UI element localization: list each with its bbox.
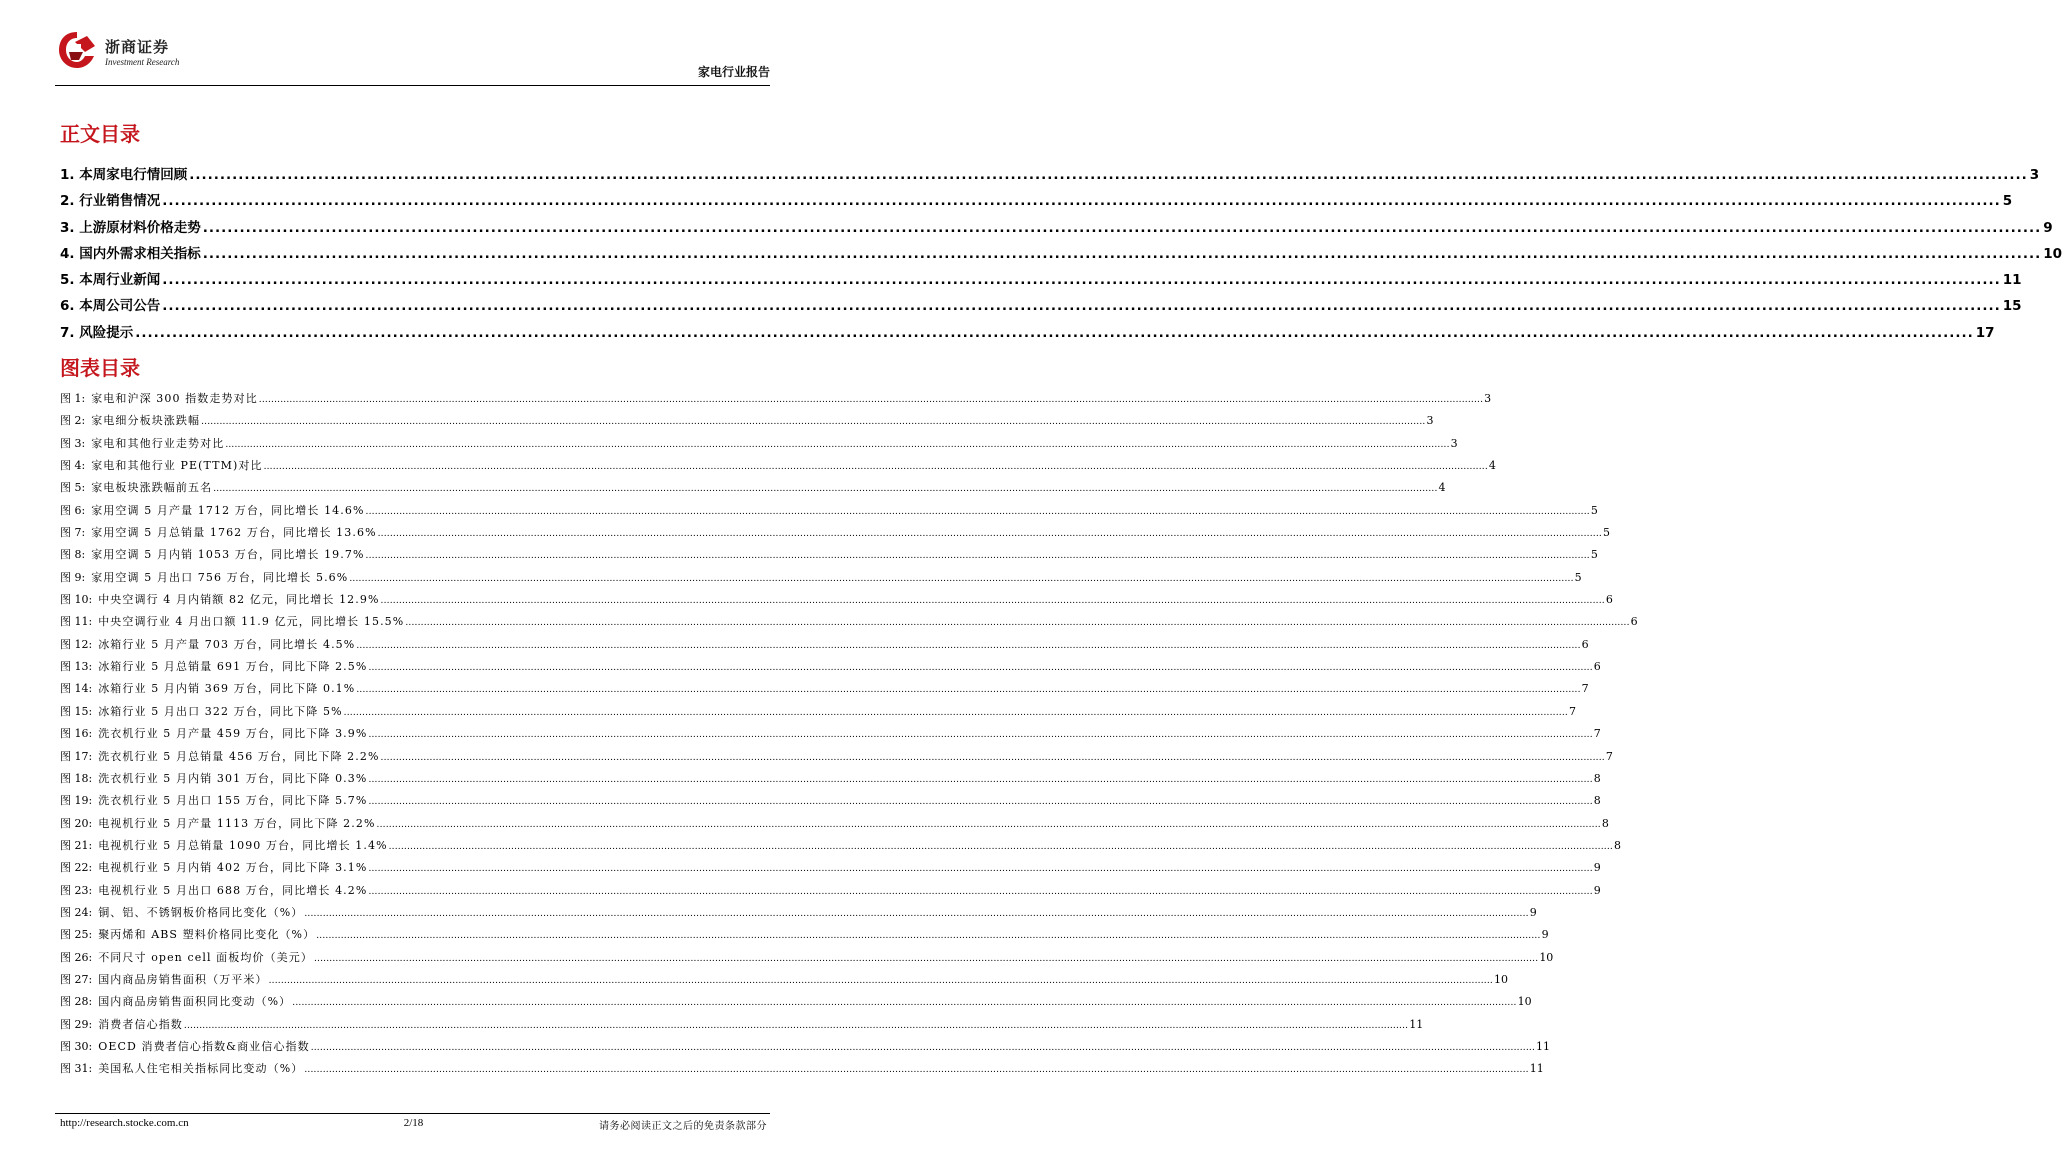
figure-number: 图 7: [60, 526, 86, 540]
toc-entry-label: 6. 本周公司公告 [60, 298, 161, 315]
figure-entry[interactable] [60, 993, 1532, 1015]
dot-leader: ................................................................................................................................................................................................................................................................................................................................................................................................................ [368, 730, 1593, 741]
figure-title: 家电和其他行业走势对比 [91, 436, 225, 450]
toc-entry-page: 11 [2002, 272, 2022, 289]
figure-number: 图 6: [60, 503, 86, 517]
disclaimer-note: 请务必阅读正文之后的免责条款部分 [599, 1121, 767, 1132]
toc-entry[interactable] [60, 189, 2013, 215]
figure-number: 图 8: [60, 548, 86, 562]
dot-leader: ................................................................................................................................................................................................................................................................................................................................................................................................................ [183, 1020, 1409, 1031]
dot-leader: ................................................................................................................................................................................................................................................................................................................................................................................................................ [313, 953, 1539, 964]
figure-number: 图 24: [60, 905, 93, 919]
figure-entry[interactable] [60, 502, 1598, 524]
figure-page: 11 [1529, 1062, 1544, 1076]
figure-entry[interactable] [60, 435, 1458, 457]
figure-title: 电视机行业 5 月产量 1113 万台，同比下降 2.2% [98, 816, 376, 830]
figure-number: 图 28: [60, 995, 93, 1009]
figure-page: 8 [1593, 794, 1601, 808]
dot-leader: ............................................................................................................................................................................................................................................................................................................ [162, 272, 2001, 289]
figure-page: 9 [1593, 883, 1601, 897]
figure-entry[interactable] [60, 926, 1549, 948]
toc-entry-page: 10 [2043, 245, 2062, 262]
dot-leader: ................................................................................................................................................................................................................................................................................................................................................................................................................ [365, 551, 1590, 562]
dot-leader: ................................................................................................................................................................................................................................................................................................................................................................................................................ [292, 998, 1517, 1009]
figure-page: 3 [1484, 392, 1492, 405]
figure-entry[interactable] [60, 1038, 1551, 1060]
figure-entry[interactable] [60, 1016, 1424, 1038]
figure-title: 冰箱行业 5 月出口 322 万台，同比下降 5% [98, 704, 343, 718]
dot-leader: ................................................................................................................................................................................................................................................................................................................................................................................................................ [368, 886, 1593, 897]
brand-name-en: Investment Research [105, 57, 180, 67]
figure-page: 4 [1488, 459, 1496, 473]
figure-number: 图 18: [60, 771, 93, 785]
dot-leader: ................................................................................................................................................................................................................................................................................................................................................................................................................ [388, 841, 1613, 852]
figure-title: 铜、铝、不锈钢板价格同比变化（%） [98, 905, 304, 919]
toc-entry-page: 17 [1975, 324, 1995, 341]
toc-entry-page: 3 [2029, 167, 2040, 183]
figure-title: 电视机行业 5 月出口 688 万台，同比增长 4.2% [98, 883, 368, 897]
figure-entry[interactable] [60, 591, 1613, 613]
dot-leader: ................................................................................................................................................................................................................................................................................................................................................................................................................ [263, 462, 1488, 473]
figure-page: 11 [1536, 1039, 1551, 1053]
toc-entry-label: 4. 国内外需求相关指标 [60, 245, 201, 262]
figure-number: 图 4: [60, 459, 86, 473]
toc-entry-label: 2. 行业销售情况 [60, 193, 161, 210]
figure-entry[interactable] [60, 1060, 1544, 1082]
figure-entry[interactable] [60, 546, 1598, 568]
figure-number: 图 31: [60, 1062, 93, 1076]
dot-leader: ............................................................................................................................................................................................................................................................................................................ [135, 324, 1974, 341]
figure-number: 图 22: [60, 861, 93, 875]
dot-leader: ................................................................................................................................................................................................................................................................................................................................................................................................................ [368, 864, 1593, 875]
dot-leader: ................................................................................................................................................................................................................................................................................................................................................................................................................ [304, 908, 1529, 919]
toc-entry-label: 1. 本周家电行情回顾 [60, 167, 188, 183]
dot-leader: ................................................................................................................................................................................................................................................................................................................................................................................................................ [201, 417, 1426, 428]
figure-entry[interactable] [60, 479, 1446, 501]
toc-entry-page: 15 [2002, 298, 2022, 315]
figure-title: 国内商品房销售面积同比变动（%） [98, 995, 292, 1009]
toc-list [60, 163, 2062, 347]
figure-page: 9 [1541, 928, 1549, 942]
figure-page: 8 [1593, 771, 1601, 785]
figure-title: 家电和沪深 300 指数走势对比 [91, 392, 258, 405]
dot-leader: ................................................................................................................................................................................................................................................................................................................................................................................................................ [356, 640, 1581, 651]
toc-heading: 正文目录 [60, 122, 140, 146]
figure-number: 图 29: [60, 1017, 93, 1031]
figure-page: 4 [1438, 481, 1446, 495]
figure-page: 10 [1539, 950, 1554, 964]
figure-title: 家电板块涨跌幅前五名 [91, 481, 213, 495]
figure-number: 图 2: [60, 414, 86, 428]
figure-title: 家电和其他行业 PE(TTM)对比 [91, 459, 263, 473]
dot-leader: ................................................................................................................................................................................................................................................................................................................................................................................................................ [365, 506, 1590, 517]
dot-leader: ............................................................................................................................................................................................................................................................................................................ [202, 219, 2042, 236]
dot-leader: ................................................................................................................................................................................................................................................................................................................................................................................................................ [356, 685, 1581, 696]
figure-title: OECD 消费者信心指数&商业信心指数 [98, 1039, 310, 1053]
figure-title: 消费者信心指数 [98, 1017, 183, 1031]
brand-name-cn: 浙商证券 [105, 38, 170, 56]
figure-entry[interactable] [60, 524, 1610, 546]
toc-entry[interactable] [60, 242, 2062, 268]
figure-number: 图 15: [60, 704, 93, 718]
dot-leader: ................................................................................................................................................................................................................................................................................................................................................................................................................ [380, 752, 1605, 763]
figure-page: 5 [1590, 503, 1598, 517]
figure-page: 5 [1590, 548, 1598, 562]
figure-entry[interactable] [60, 569, 1582, 591]
footer-url[interactable]: http://research.stocke.com.cn [60, 1117, 189, 1129]
toc-entry-page: 9 [2043, 219, 2053, 236]
figure-entry[interactable] [60, 882, 1601, 904]
figure-number: 图 9: [60, 570, 86, 584]
figure-title: 家用空调 5 月总销量 1762 万台，同比增长 13.6% [91, 526, 377, 540]
figure-entry[interactable] [60, 949, 1554, 971]
figure-list-heading: 图表目录 [60, 356, 140, 380]
figure-page: 6 [1605, 593, 1613, 607]
figure-number: 图 19: [60, 794, 93, 808]
dot-leader: ............................................................................................................................................................................................................................................................................................................ [202, 245, 2042, 262]
dot-leader: ............................................................................................................................................................................................................................................................................................................ [189, 167, 2028, 183]
figure-page: 9 [1529, 905, 1537, 919]
figure-entry[interactable] [60, 680, 1589, 702]
dot-leader: ................................................................................................................................................................................................................................................................................................................................................................................................................ [343, 707, 1568, 718]
figure-number: 图 5: [60, 481, 86, 495]
dot-leader: ................................................................................................................................................................................................................................................................................................................................................................................................................ [349, 573, 1574, 584]
figure-number: 图 11: [60, 615, 93, 629]
figure-title: 国内商品房销售面积（万平米） [98, 972, 268, 986]
toc-entry[interactable] [60, 321, 1995, 347]
figure-title: 家用空调 5 月出口 756 万台，同比增长 5.6% [91, 570, 349, 584]
figure-title: 冰箱行业 5 月内销 369 万台，同比下降 0.1% [98, 682, 356, 696]
figure-page: 6 [1593, 660, 1601, 674]
figure-number: 图 27: [60, 972, 93, 986]
dot-leader: ............................................................................................................................................................................................................................................................................................................ [162, 298, 2001, 315]
dot-leader: ................................................................................................................................................................................................................................................................................................................................................................................................................ [268, 975, 1493, 986]
figure-page: 7 [1568, 704, 1576, 718]
toc-entry[interactable] [60, 294, 2022, 320]
figure-entry[interactable] [60, 412, 1434, 434]
toc-entry-label: 7. 风险提示 [60, 324, 134, 341]
dot-leader: ................................................................................................................................................................................................................................................................................................................................................................................................................ [213, 484, 1438, 495]
dot-leader: ................................................................................................................................................................................................................................................................................................................................................................................................................ [368, 663, 1593, 674]
figure-page: 7 [1593, 727, 1601, 741]
dot-leader: ................................................................................................................................................................................................................................................................................................................................................................................................................ [405, 618, 1630, 629]
figure-number: 图 1: [60, 392, 86, 405]
figure-title: 冰箱行业 5 月产量 703 万台，同比增长 4.5% [98, 637, 356, 651]
company-logo-icon [55, 30, 99, 70]
toc-entry-page: 5 [2002, 193, 2013, 210]
figure-number: 图 3: [60, 436, 86, 450]
page-number: 2/18 [403, 1117, 424, 1129]
figure-entry[interactable] [60, 703, 1576, 725]
figure-title: 聚丙烯和 ABS 塑料价格同比变化（%） [98, 928, 316, 942]
figure-page: 9 [1593, 861, 1601, 875]
figure-title: 冰箱行业 5 月总销量 691 万台，同比下降 2.5% [98, 660, 368, 674]
figure-entry[interactable] [60, 837, 1621, 859]
toc-entry-label: 5. 本周行业新闻 [60, 272, 161, 289]
figure-number: 图 14: [60, 682, 93, 696]
dot-leader: ................................................................................................................................................................................................................................................................................................................................................................................................................ [316, 931, 1541, 942]
figure-number: 图 20: [60, 816, 93, 830]
figure-entry[interactable] [60, 658, 1601, 680]
figure-number: 图 25: [60, 928, 93, 942]
figure-page: 11 [1409, 1017, 1424, 1031]
figure-title: 电视机行业 5 月内销 402 万台，同比下降 3.1% [98, 861, 368, 875]
figure-title: 中央空调行业 4 月出口额 11.9 亿元，同比增长 15.5% [98, 615, 405, 629]
figure-page: 3 [1426, 414, 1434, 428]
figure-number: 图 12: [60, 637, 93, 651]
figure-title: 洗衣机行业 5 月出口 155 万台，同比下降 5.7% [98, 794, 368, 808]
figure-page: 10 [1493, 972, 1508, 986]
dot-leader: ................................................................................................................................................................................................................................................................................................................................................................................................................ [377, 529, 1602, 540]
figure-page: 5 [1574, 570, 1582, 584]
figure-entry[interactable] [60, 792, 1601, 814]
figure-title: 家电细分板块涨跌幅 [91, 414, 201, 428]
dot-leader: ................................................................................................................................................................................................................................................................................................................................................................................................................ [225, 439, 1450, 450]
figure-title: 洗衣机行业 5 月产量 459 万台，同比下降 3.9% [98, 727, 368, 741]
header-divider [55, 85, 770, 86]
figure-page: 5 [1602, 526, 1610, 540]
figure-entry[interactable] [60, 859, 1601, 881]
dot-leader: ................................................................................................................................................................................................................................................................................................................................................................................................................ [368, 797, 1593, 808]
figure-entry[interactable] [60, 613, 1638, 635]
figure-page: 6 [1630, 615, 1638, 629]
figure-entry[interactable] [60, 815, 1609, 837]
figure-number: 图 21: [60, 838, 93, 852]
figure-list [60, 390, 1638, 1083]
figure-entry[interactable] [60, 636, 1589, 658]
dot-leader: ................................................................................................................................................................................................................................................................................................................................................................................................................ [376, 819, 1601, 830]
figure-title: 电视机行业 5 月总销量 1090 万台，同比增长 1.4% [98, 838, 388, 852]
toc-entry[interactable] [60, 163, 2040, 189]
figure-title: 美国私人住宅相关指标同比变动（%） [98, 1062, 304, 1076]
figure-number: 图 10: [60, 593, 93, 607]
figure-number: 图 26: [60, 950, 93, 964]
figure-entry[interactable] [60, 971, 1508, 993]
figure-page: 10 [1517, 995, 1532, 1009]
toc-entry-label: 3. 上游原材料价格走势 [60, 219, 201, 236]
dot-leader: ................................................................................................................................................................................................................................................................................................................................................................................................................ [368, 774, 1593, 785]
figure-number: 图 23: [60, 883, 93, 897]
toc-entry[interactable] [60, 216, 2053, 242]
figure-title: 不同尺寸 open cell 面板均价（美元） [98, 950, 313, 964]
figure-entry[interactable] [60, 748, 1613, 770]
figure-page: 7 [1581, 682, 1589, 696]
footer-divider [55, 1113, 770, 1114]
figure-entry[interactable] [60, 390, 1492, 412]
page-header [55, 30, 770, 86]
toc-entry[interactable] [60, 268, 2022, 294]
dot-leader: ................................................................................................................................................................................................................................................................................................................................................................................................................ [258, 395, 1484, 405]
dot-leader: ................................................................................................................................................................................................................................................................................................................................................................................................................ [304, 1065, 1529, 1076]
dot-leader: ............................................................................................................................................................................................................................................................................................................ [162, 193, 2001, 210]
figure-page: 6 [1581, 637, 1589, 651]
dot-leader: ................................................................................................................................................................................................................................................................................................................................................................................................................ [380, 596, 1605, 607]
figure-page: 3 [1450, 436, 1458, 450]
figure-entry[interactable] [60, 725, 1601, 747]
figure-title: 中央空调行 4 月内销额 82 亿元，同比增长 12.9% [98, 593, 380, 607]
figure-title: 洗衣机行业 5 月总销量 456 万台，同比下降 2.2% [98, 749, 380, 763]
figure-number: 图 13: [60, 660, 93, 674]
figure-page: 8 [1601, 816, 1609, 830]
figure-title: 洗衣机行业 5 月内销 301 万台，同比下降 0.3% [98, 771, 368, 785]
report-type: 家电行业报告 [697, 65, 770, 79]
dot-leader: ................................................................................................................................................................................................................................................................................................................................................................................................................ [310, 1042, 1536, 1053]
figure-number: 图 16: [60, 727, 93, 741]
figure-number: 图 17: [60, 749, 93, 763]
figure-page: 8 [1613, 838, 1621, 852]
figure-page: 7 [1605, 749, 1613, 763]
figure-entry[interactable] [60, 904, 1537, 926]
figure-title: 家用空调 5 月产量 1712 万台，同比增长 14.6% [91, 503, 365, 517]
figure-title: 家用空调 5 月内销 1053 万台，同比增长 19.7% [91, 548, 365, 562]
figure-number: 图 30: [60, 1039, 93, 1053]
figure-entry[interactable] [60, 457, 1496, 479]
figure-entry[interactable] [60, 770, 1601, 792]
